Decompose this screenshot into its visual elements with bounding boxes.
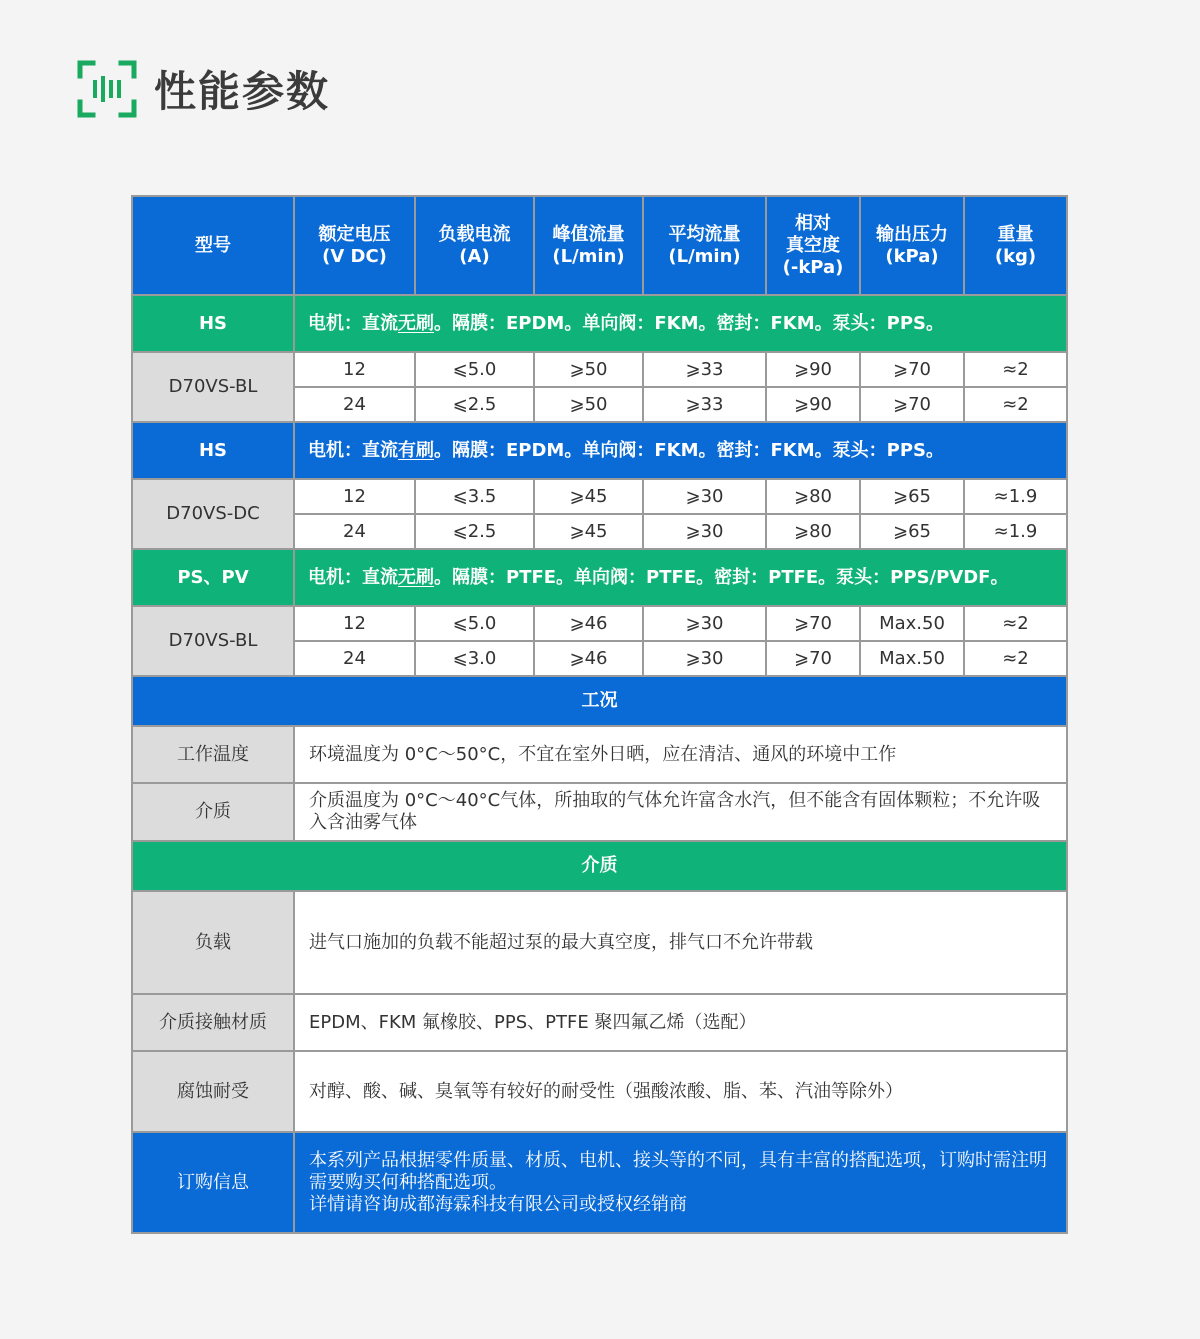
cell: ⩾30 (643, 641, 766, 676)
desc-text: 电机：直流 (308, 312, 398, 334)
header-cell (860, 196, 964, 295)
table-row (132, 606, 1067, 641)
cell: ⩾30 (643, 479, 766, 514)
cell: Max.50 (860, 606, 964, 641)
row-label: 工作温度 (132, 726, 294, 783)
row-text: 介质温度为 0°C～40°C气体，所抽取的气体允许富含水汽，但不能含有固体颗粒；不允许吸入含油雾气体 (294, 783, 1067, 841)
cell: 12 (294, 606, 415, 641)
header-cell (766, 196, 860, 295)
medium-heading: 介质 (132, 841, 1067, 891)
cell: 24 (294, 387, 415, 422)
cell: ⩾80 (766, 479, 860, 514)
cell: ⩾70 (766, 606, 860, 641)
cell: ⩽5.0 (415, 606, 534, 641)
series-name: HS (132, 295, 294, 352)
cell: 24 (294, 641, 415, 676)
section-header-row (132, 676, 1067, 726)
row-label: 介质接触材质 (132, 994, 294, 1051)
cell: ≈1.9 (964, 479, 1067, 514)
cell: ⩽3.5 (415, 479, 534, 514)
cell: ⩾50 (534, 352, 643, 387)
section-header-row (132, 841, 1067, 891)
table-row (132, 783, 1067, 841)
cell: ≈2 (964, 606, 1067, 641)
header-model: 型号 (195, 234, 231, 256)
table-row (132, 891, 1067, 994)
row-text: 环境温度为 0°C～50°C，不宜在室外日晒，应在清洁、通风的环境中工作 (294, 726, 1067, 783)
cell: ⩾45 (534, 479, 643, 514)
header-pressure: 输出压力 (kPa) (876, 223, 948, 267)
model-name: D70VS-BL (132, 606, 294, 676)
cell: 24 (294, 514, 415, 549)
cell: ⩾65 (860, 514, 964, 549)
header-vacuum: 相对 真空度 (-kPa) (782, 212, 844, 278)
header-voltage: 额定电压 (V DC) (318, 223, 391, 267)
cell: ⩾33 (643, 352, 766, 387)
model-name: D70VS-DC (132, 479, 294, 549)
performance-table (131, 195, 1068, 1234)
cell: ≈2 (964, 352, 1067, 387)
cell: ≈1.9 (964, 514, 1067, 549)
row-text: 对醇、酸、碱、臭氧等有较好的耐受性（强酸浓酸、脂、苯、汽油等除外） (294, 1051, 1067, 1132)
cell: ⩽3.0 (415, 641, 534, 676)
row-text: 进气口施加的负载不能超过泵的最大真空度，排气口不允许带载 (294, 891, 1067, 994)
header-avg-flow: 平均流量 (L/min) (668, 223, 741, 267)
header-cell (132, 196, 294, 295)
cell: ⩾30 (643, 606, 766, 641)
header-cell (964, 196, 1067, 295)
header-weight: 重量 (kg) (994, 223, 1037, 267)
desc-text: 。隔膜：EPDM。单向阀：FKM。密封：FKM。泵头：PPS。 (434, 312, 945, 334)
row-label: 负载 (132, 891, 294, 994)
desc-motor-type: 无刷 (398, 312, 434, 334)
cell: ⩾50 (534, 387, 643, 422)
desc-motor-type: 无刷 (398, 566, 434, 588)
cell: ⩾45 (534, 514, 643, 549)
table-row (132, 726, 1067, 783)
cell: ⩾70 (860, 352, 964, 387)
header-cell (294, 196, 415, 295)
row-label: 订购信息 (132, 1132, 294, 1233)
table-header-row (132, 196, 1067, 295)
table-row (132, 479, 1067, 514)
series-row (132, 549, 1067, 606)
desc-text: 电机：直流 (308, 439, 398, 461)
conditions-heading: 工况 (132, 676, 1067, 726)
series-description (294, 295, 1067, 352)
header-cell (534, 196, 643, 295)
cell: ⩾65 (860, 479, 964, 514)
header-cell (415, 196, 534, 295)
header-cell (643, 196, 766, 295)
order-info-line: 详情请咨询成都海霖科技有限公司或授权经销商 (309, 1193, 687, 1215)
page-header (76, 58, 330, 120)
desc-text: 。隔膜：PTFE。单向阀：PTFE。密封：PTFE。泵头：PPS/PVDF。 (434, 566, 1009, 588)
desc-motor-type: 有刷 (398, 439, 434, 461)
cell: ⩾30 (643, 514, 766, 549)
desc-text: 。隔膜：EPDM。单向阀：FKM。密封：FKM。泵头：PPS。 (434, 439, 945, 461)
cell: 12 (294, 352, 415, 387)
cell: ⩾90 (766, 387, 860, 422)
cell: ⩾90 (766, 352, 860, 387)
cell: ≈2 (964, 387, 1067, 422)
desc-text: 电机：直流 (308, 566, 398, 588)
model-name: D70VS-BL (132, 352, 294, 422)
table-row (132, 994, 1067, 1051)
order-info-row (132, 1132, 1067, 1233)
series-description (294, 549, 1067, 606)
cell: ⩾46 (534, 641, 643, 676)
cell: Max.50 (860, 641, 964, 676)
order-info-text (294, 1132, 1067, 1233)
series-description (294, 422, 1067, 479)
series-row (132, 422, 1067, 479)
page-title: 性能参数 (154, 67, 331, 116)
order-info-line: 本系列产品根据零件质量、材质、电机、接头等的不同，具有丰富的搭配选项，订购时需注明需要购买何种搭配选项。 (309, 1149, 1047, 1193)
table-row (132, 1051, 1067, 1132)
cell: ≈2 (964, 641, 1067, 676)
cell: ⩾46 (534, 606, 643, 641)
cell: ⩾33 (643, 387, 766, 422)
row-text: EPDM、FKM 氟橡胶、PPS、PTFE 聚四氟乙烯（选配） (294, 994, 1067, 1051)
barcode-scan-icon (76, 58, 138, 120)
row-label: 腐蚀耐受 (132, 1051, 294, 1132)
header-peak-flow: 峰值流量 (L/min) (552, 223, 625, 267)
cell: ⩾80 (766, 514, 860, 549)
cell: ⩽2.5 (415, 514, 534, 549)
table-row (132, 352, 1067, 387)
cell: ⩽5.0 (415, 352, 534, 387)
series-row (132, 295, 1067, 352)
series-name: PS、PV (132, 549, 294, 606)
cell: 12 (294, 479, 415, 514)
header-current: 负载电流 (A) (438, 223, 511, 267)
cell: ⩾70 (860, 387, 964, 422)
series-name: HS (132, 422, 294, 479)
cell: ⩾70 (766, 641, 860, 676)
cell: ⩽2.5 (415, 387, 534, 422)
row-label: 介质 (132, 783, 294, 841)
